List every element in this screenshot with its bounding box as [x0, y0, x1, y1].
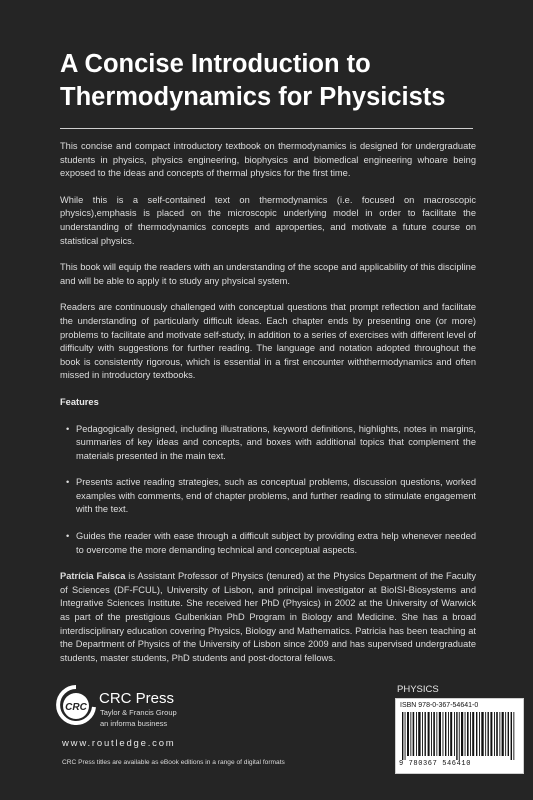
paragraph-intro: This concise and compact introductory textbook on thermodynamics is designed for undergraduate students in physics, physics engineering, biophysics and biomedical engineering whoare being exposed to the ideas and concepts of thermal physics for the first time. [60, 141, 476, 179]
title-line-1: A Concise Introduction to [60, 50, 371, 78]
publisher-url: www.routledge.com [62, 738, 176, 749]
paragraph-readers: Readers are continuously challenged with conceptual questions that prompt reflection and facilitate the understanding of particularly difficult ideas. Each chapter ends by presenting one (or more) problems to facilitate and motivate self-study, in addition to a series of exercises with different level of difficulty with suggestions for further reading. The language and notation adopted throughout the book is consistently rigorous, which is essential in a first encounter withthermodynamics and often missed in introductory textbooks. [60, 302, 476, 381]
crc-logo-text: CRC [65, 702, 87, 713]
features-list [60, 423, 476, 558]
subject-label: PHYSICS [397, 684, 439, 695]
ebook-note: CRC Press titles are available as eBook editions in a range of digital formats [62, 759, 285, 766]
crc-press-logo-icon [55, 685, 97, 725]
features-heading: Features [60, 396, 99, 407]
book-title [60, 48, 500, 114]
barcode-icon [402, 712, 517, 760]
back-cover-text [60, 140, 476, 678]
author-bio-text: is Assistant Professor of Physics (tenured) at the Physics Department of the Faculty of Sciences (DF-FCUL), University of Lisbon, and principal investigator at BioISI-Biosystems and Integrative Sciences Institute. She received her PhD (Physics) in 2002 at the University of Warwick as part of the prestigious Gulbenkian PhD Program in Biology and Medicine. She has a broad interdisciplinary education covering Physics, Biology and Mathematics. Patricia has been teaching at the Department of Physics of the University of Lisbon since 2009 and has supervised undergraduate students, master students, PhD students and post-doctoral fellows. [60, 571, 476, 663]
author-name: Patrícia Faísca [60, 571, 126, 582]
paragraph-scope: While this is a self-contained text on thermodynamics (i.e. focused on macroscopic physics),emphasis is placed on the microscopic underlying model in order to facilitate the understanding of thermodynamics concepts and aproperties, and motivate a future course on statistical physics. [60, 194, 476, 246]
feature-item: • Presents active reading strategies, such as conceptual problems, discussion questions, worked examples with comments, end of chapter problems, and further reading to stimulate engagement with the text. [60, 476, 476, 517]
publisher-name: CRC Press [99, 690, 175, 707]
paragraph-equip: This book will equip the readers with an understanding of the scope and applicability of this discipline and will be able to apply it to study any physical system. [60, 262, 476, 286]
feature-item: • Pedagogically designed, including illustrations, keyword definitions, highlights, notes in margins, summaries of key ideas and concepts, and boxes with additional topics that complement the materials presented in the main text. [60, 423, 476, 464]
publisher-tagline: an informa business [100, 719, 168, 728]
isbn-text: ISBN 978-0-367-54641-0 [400, 702, 479, 709]
title-divider [60, 128, 473, 129]
isbn-barcode [395, 698, 524, 774]
barcode-digits: 9 780367 546410 [399, 760, 472, 768]
feature-item: • Guides the reader with ease through a difficult subject by providing extra help whenever needed to overcome the more demanding technical and conceptual aspects. [60, 530, 476, 557]
title-line-2: Thermodynamics for Physicists [60, 83, 446, 111]
publisher-group: Taylor & Francis Group [100, 708, 177, 717]
author-bio [60, 570, 476, 665]
